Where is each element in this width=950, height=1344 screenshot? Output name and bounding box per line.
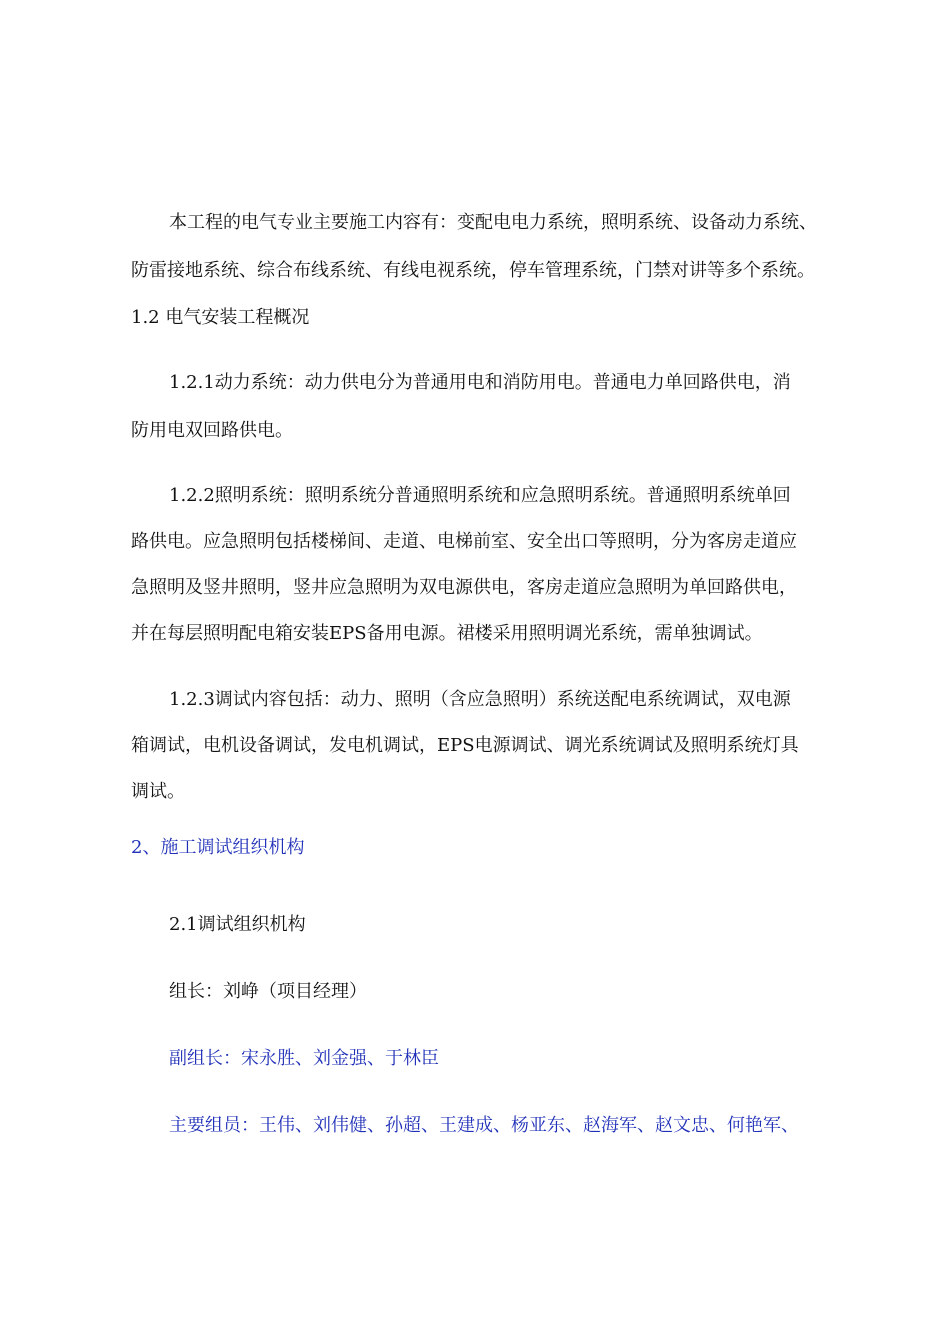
section-1-2-2-line-3: 急照明及竖井照明，竖井应急照明为双电源供电，客房走道应急照明为单回路供电， (131, 577, 797, 598)
section-1-2-3-line-2: 箱调试，电机设备调试，发电机调试，EPS电源调试、调光系统调试及照明系统灯具 (131, 735, 799, 756)
section-1-2-3-line-3: 调试。 (131, 781, 185, 802)
leader-line: 组长：刘峥（项目经理） (169, 981, 367, 1002)
deputy-line: 副组长：宋永胜、刘金强、于林臣 (169, 1048, 439, 1069)
section-2-1-heading: 2.1调试组织机构 (169, 914, 306, 935)
intro-line-2: 防雷接地系统、综合布线系统、有线电视系统，停车管理系统，门禁对讲等多个系统。 (131, 260, 815, 281)
intro-line-1: 本工程的电气专业主要施工内容有：变配电电力系统，照明系统、设备动力系统、 (169, 212, 817, 233)
members-line: 主要组员：王伟、刘伟健、孙超、王建成、杨亚东、赵海军、赵文忠、何艳军、 (169, 1115, 799, 1136)
section-1-2-3-line-1: 1.2.3调试内容包括：动力、照明（含应急照明）系统送配电系统调试，双电源 (169, 689, 791, 710)
section-1-2-2-line-1: 1.2.2照明系统：照明系统分普通照明系统和应急照明系统。普通照明系统单回 (169, 485, 791, 506)
section-1-2-1-line-2: 防用电双回路供电。 (131, 420, 293, 441)
section-1-2-2-line-2: 路供电。应急照明包括楼梯间、走道、电梯前室、安全出口等照明，分为客房走道应 (131, 531, 797, 552)
section-2-heading: 2、施工调试组织机构 (131, 837, 305, 858)
section-1-2-1-line-1: 1.2.1动力系统：动力供电分为普通用电和消防用电。普通电力单回路供电，消 (169, 372, 791, 393)
section-1-2-heading: 1.2 电气安装工程概况 (131, 307, 310, 328)
section-1-2-2-line-4: 并在每层照明配电箱安装EPS备用电源。裙楼采用照明调光系统，需单独调试。 (131, 623, 763, 644)
